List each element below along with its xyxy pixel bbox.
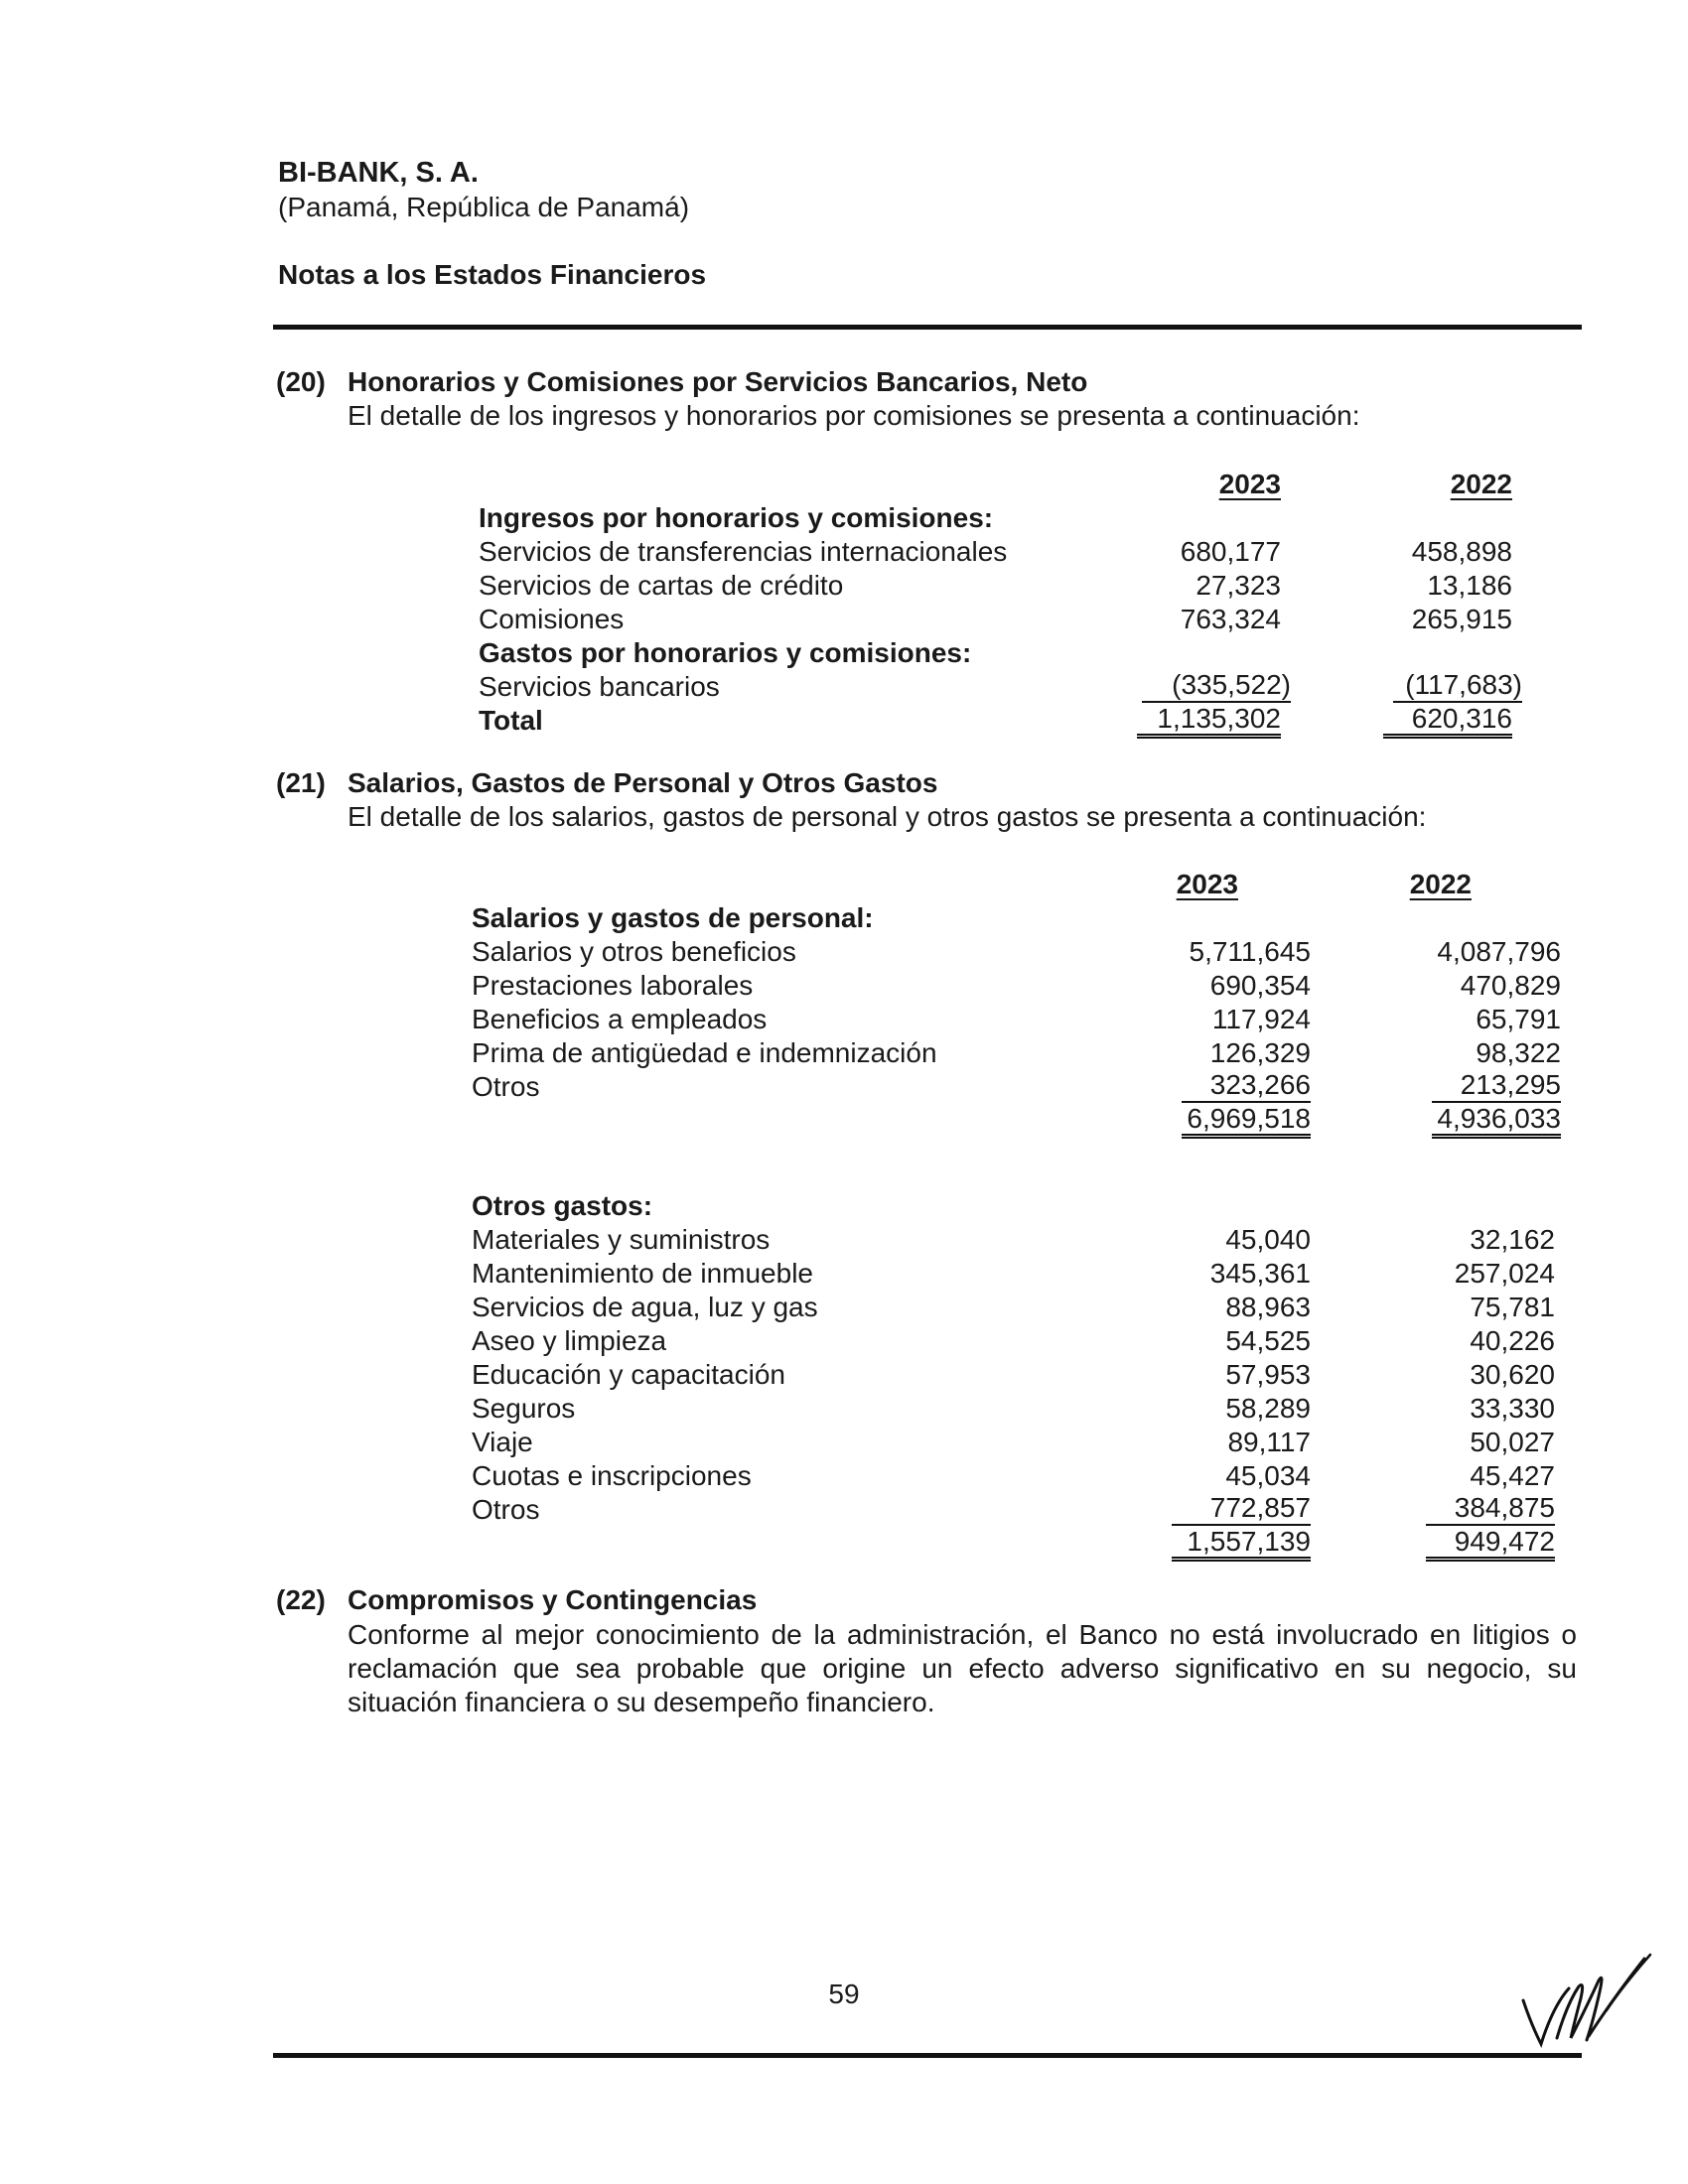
value-2022: 257,024	[1454, 1258, 1555, 1289]
table-row	[0, 969, 1688, 1003]
note21-table	[0, 868, 1688, 1563]
subtotal-2023: 1,557,139	[1172, 1527, 1311, 1562]
note21-salaries-heading: Salarios y gastos de personal:	[472, 902, 874, 933]
row-label: Comisiones	[479, 604, 625, 634]
row-label: Educación y capacitación	[472, 1359, 785, 1390]
table-row	[0, 1358, 1688, 1392]
note21-other-total-row	[0, 1527, 1688, 1561]
value-2023: 5,711,645	[1189, 936, 1311, 967]
table-row	[0, 670, 1688, 704]
note21-col-2023: 2023	[1176, 869, 1238, 899]
row-label: Viaje	[472, 1427, 533, 1457]
page-number: 59	[828, 1979, 860, 2009]
value-2022: 45,427	[1470, 1460, 1555, 1491]
value-2023: (335,522)	[1142, 670, 1291, 703]
signature-mark	[1519, 1941, 1658, 2055]
note20-expense-heading: Gastos por honorarios y comisiones:	[479, 637, 972, 668]
row-label: Prima de antigüedad e indemnización	[472, 1037, 937, 1068]
table-row	[0, 1070, 1688, 1104]
row-label: Cuotas e inscripciones	[472, 1460, 752, 1491]
value-2023: 88,963	[1225, 1292, 1311, 1322]
value-2022: (117,683)	[1393, 670, 1522, 703]
note20-income-heading-row	[0, 501, 1688, 535]
company-name: BI-BANK, S. A.	[278, 157, 479, 189]
table-row	[0, 1426, 1688, 1459]
table-row	[0, 1493, 1688, 1527]
table-row	[0, 1003, 1688, 1036]
value-2022: 265,915	[1411, 604, 1512, 634]
value-2023: 680,177	[1180, 536, 1281, 567]
table-row	[0, 535, 1688, 569]
value-2023: 54,525	[1225, 1325, 1311, 1356]
row-label: Beneficios a empleados	[472, 1004, 768, 1034]
note22-text: Conforme al mejor conocimiento de la administración, el Banco no está involucrado en litigios o reclamación que sea probable que origine un efecto adverso significativo en su negocio, su situación financiera o su desempeño financiero.	[348, 1619, 1577, 1717]
value-2023: 27,323	[1196, 570, 1281, 601]
note20-col-2022: 2022	[1450, 469, 1512, 499]
table-row	[0, 1036, 1688, 1070]
note20-number: (20)	[276, 366, 326, 397]
value-2023: 345,361	[1209, 1258, 1311, 1289]
value-2022: 13,186	[1427, 570, 1512, 601]
table-row	[0, 1291, 1688, 1324]
value-2022: 40,226	[1470, 1325, 1555, 1356]
note22-title: Compromisos y Contingencias	[348, 1584, 758, 1615]
value-2023: 58,289	[1225, 1393, 1311, 1424]
value-2022: 33,330	[1470, 1393, 1555, 1424]
note20-total-row	[0, 704, 1688, 738]
value-2022: 75,781	[1470, 1292, 1555, 1322]
row-label: Servicios de cartas de crédito	[479, 570, 844, 601]
note20-intro: El detalle de los ingresos y honorarios por comisiones se presenta a continuación:	[348, 400, 1360, 431]
note21-col-2022: 2022	[1409, 869, 1472, 899]
note20-table	[0, 468, 1688, 746]
footer-divider	[273, 2053, 1582, 2058]
document-title: Notas a los Estados Financieros	[278, 259, 707, 290]
table-row	[0, 1324, 1688, 1358]
subtotal-2022: 949,472	[1426, 1527, 1555, 1562]
note21-title: Salarios, Gastos de Personal y Otros Gastos	[348, 767, 938, 798]
row-label: Salarios y otros beneficios	[472, 936, 796, 967]
value-2023: 45,040	[1225, 1224, 1311, 1255]
note20-expense-heading-row	[0, 636, 1688, 670]
value-2023: 763,324	[1180, 604, 1281, 634]
table-row	[0, 603, 1688, 636]
value-2022: 470,829	[1460, 970, 1561, 1001]
subtotal-2023: 6,969,518	[1182, 1104, 1311, 1139]
value-2023: 690,354	[1209, 970, 1311, 1001]
note21-salaries-heading-row	[0, 901, 1688, 935]
table-row	[0, 1223, 1688, 1257]
value-2022: 65,791	[1476, 1004, 1561, 1034]
note20-income-heading: Ingresos por honorarios y comisiones:	[479, 502, 994, 533]
value-2022: 30,620	[1470, 1359, 1555, 1390]
note21-other-heading-row	[0, 1189, 1688, 1223]
note21-other-heading: Otros gastos:	[472, 1190, 653, 1221]
note20-header-row	[0, 468, 1688, 501]
row-label: Aseo y limpieza	[472, 1325, 667, 1356]
note21-intro: El detalle de los salarios, gastos de personal y otros gastos se presenta a continuación:	[348, 801, 1427, 832]
value-2022: 213,295	[1432, 1070, 1561, 1103]
value-2023: 45,034	[1225, 1460, 1311, 1491]
value-2023: 323,266	[1182, 1070, 1311, 1103]
value-2023: 772,857	[1172, 1493, 1311, 1526]
note21-number: (21)	[276, 767, 326, 798]
note21-salaries-total-row	[0, 1104, 1688, 1138]
header-divider	[273, 325, 1582, 330]
row-label: Servicios de transferencias internacionales	[479, 536, 1008, 567]
row-label: Servicios de agua, luz y gas	[472, 1292, 818, 1322]
value-2022: 50,027	[1470, 1427, 1555, 1457]
note20-col-2023: 2023	[1218, 469, 1281, 499]
total-label: Total	[479, 705, 543, 736]
note22-number: (22)	[276, 1584, 326, 1615]
row-label: Otros	[472, 1071, 540, 1102]
value-2023: 89,117	[1227, 1427, 1311, 1457]
row-label: Seguros	[472, 1393, 576, 1424]
subtotal-2022: 4,936,033	[1432, 1104, 1561, 1139]
value-2023: 117,924	[1211, 1004, 1311, 1034]
table-row	[0, 1459, 1688, 1493]
table-row	[0, 569, 1688, 603]
value-2022: 458,898	[1411, 536, 1512, 567]
row-label: Prestaciones laborales	[472, 970, 754, 1001]
company-location: (Panamá, República de Panamá)	[278, 192, 690, 222]
value-2022: 98,322	[1476, 1037, 1561, 1068]
value-2023: 57,953	[1225, 1359, 1311, 1390]
row-label: Servicios bancarios	[479, 671, 720, 702]
total-2022: 620,316	[1383, 704, 1512, 739]
total-2023: 1,135,302	[1137, 704, 1281, 739]
table-row	[0, 935, 1688, 969]
value-2022: 32,162	[1470, 1224, 1555, 1255]
value-2022: 384,875	[1426, 1493, 1555, 1526]
table-row	[0, 1392, 1688, 1426]
row-label: Otros	[472, 1494, 540, 1525]
note21-header-row	[0, 868, 1688, 901]
note20-title: Honorarios y Comisiones por Servicios Bancarios, Neto	[348, 366, 1088, 397]
table-row	[0, 1257, 1688, 1291]
value-2023: 126,329	[1209, 1037, 1311, 1068]
value-2022: 4,087,796	[1437, 936, 1561, 967]
row-label: Materiales y suministros	[472, 1224, 771, 1255]
row-label: Mantenimiento de inmueble	[472, 1258, 813, 1289]
